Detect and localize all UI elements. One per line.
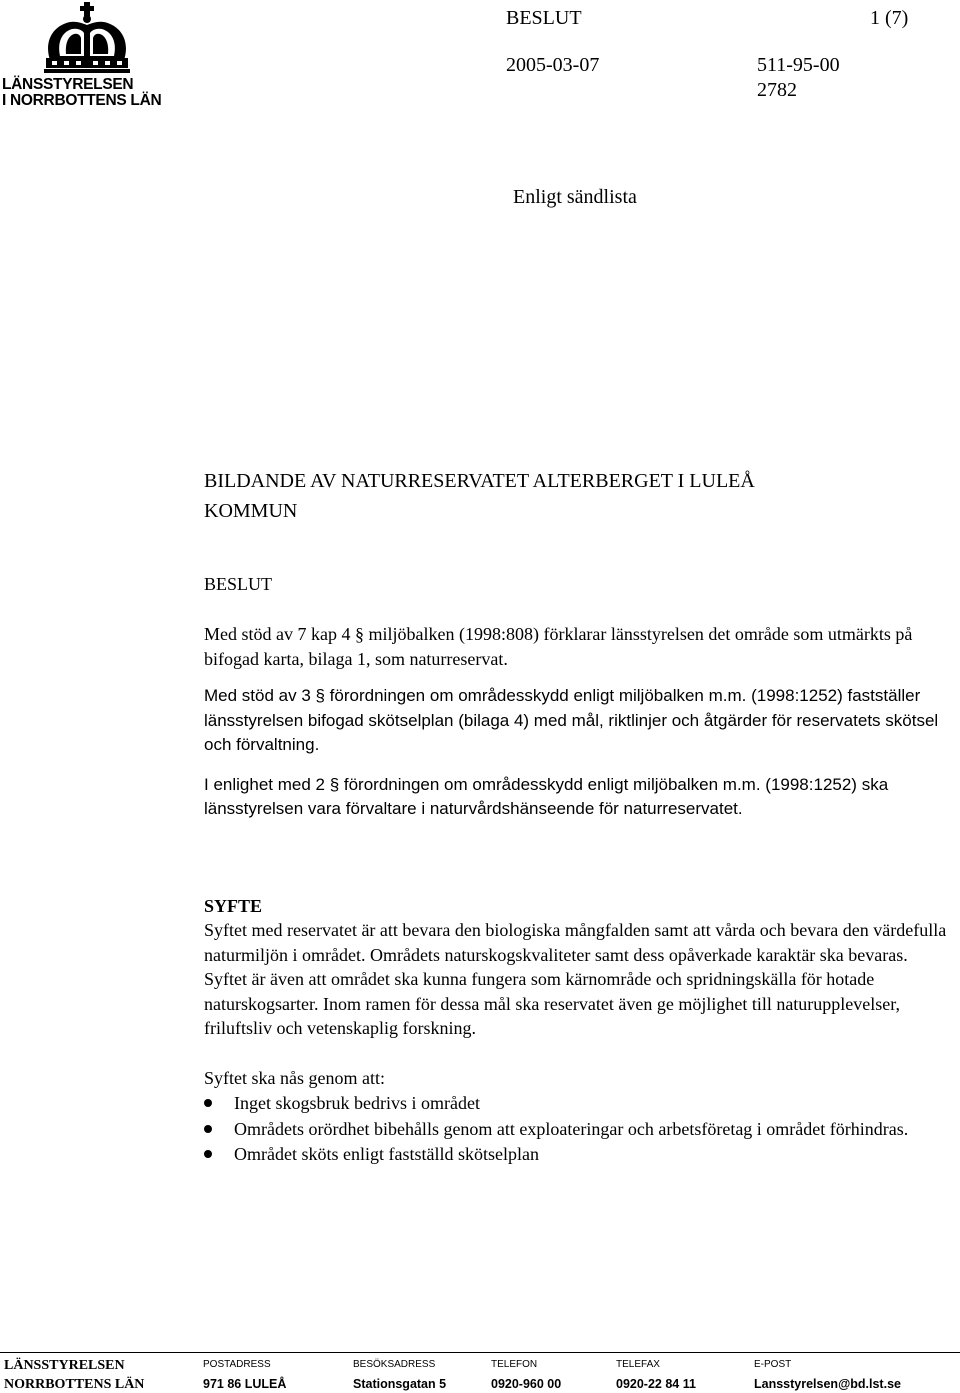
footer-postal-label: POSTADRESS — [203, 1359, 271, 1370]
list-item-text: Områdets orördhet bibehålls genom att exploateringar och arbetsföretag i området förhindras. — [234, 1118, 909, 1139]
decision-heading: BESLUT — [204, 574, 273, 594]
footer-org-line2: NORRBOTTENS LÄN — [4, 1377, 145, 1392]
footer-postal-value: 971 86 LULEÅ — [203, 1377, 287, 1391]
list-item — [204, 1117, 954, 1142]
list-item-text: Inget skogsbruk bedrivs i området — [234, 1093, 480, 1113]
purpose-heading: SYFTE — [204, 896, 263, 916]
page-number: 1 (7) — [870, 7, 909, 29]
purpose-list — [204, 1091, 954, 1167]
footer-fax-label: TELEFAX — [616, 1359, 660, 1370]
document-type: BESLUT — [506, 7, 582, 29]
document-title-line2: KOMMUN — [204, 500, 298, 522]
footer-fax — [616, 1358, 696, 1393]
list-item-text: Området sköts enligt fastställd skötselplan — [234, 1144, 539, 1164]
purpose-section — [204, 918, 954, 1168]
decision-date: 2005-03-07 — [506, 54, 600, 76]
reference-number: 511-95-00 — [757, 54, 840, 76]
footer-visit-value: Stationsgatan 5 — [353, 1377, 447, 1391]
bullet-icon — [204, 1099, 212, 1107]
footer-divider — [0, 1352, 960, 1353]
footer-fax-value: 0920-22 84 11 — [616, 1377, 696, 1391]
document-title-line1: BILDANDE AV NATURRESERVATET ALTERBERGET I LULEÅ — [204, 470, 755, 492]
crown-emblem — [2, 2, 174, 74]
decision-paragraph-2: Med stöd av 3 § förordningen om områdesskydd enligt miljöbalken m.m. (1998:1252) fastställer länsstyrelsen bifogad skötselplan (bilaga 4) med mål, riktlinjer och åtgärder för reservatets skötsel och förvaltning. — [204, 686, 939, 754]
footer-postal — [203, 1358, 286, 1393]
decision-paragraph-1: Med stöd av 7 kap 4 § miljöbalken (1998:808) förklarar länsstyrelsen det område som utmärkts på bifogad karta, bilaga 1, som naturreservat. — [204, 624, 913, 669]
bullet-icon — [204, 1125, 212, 1133]
purpose-paragraph: Syftet med reservatet är att bevara den biologiska mångfalden samt att vårda och bevara den värdefulla naturmiljön i området. Områdets naturskogskvaliteter samt dess opåverkade karaktär ska bevaras. Syftet är även att området ska kunna fungera som kärnområde och spridningskälla för hotade naturskogsarter. Inom ramen för dessa mål ska reservatet även ge möjlighet till naturupplevelser, friluftsliv och vetenskaplig forskning. — [204, 920, 947, 1038]
agency-logo — [2, 2, 174, 110]
footer-email-label: E-POST — [754, 1359, 792, 1370]
logo-wordmark-line2: I NORRBOTTENS LÄN — [2, 92, 162, 109]
recipient-line: Enligt sändlista — [513, 186, 637, 208]
footer-visit-label: BESÖKSADRESS — [353, 1359, 436, 1370]
list-item — [204, 1142, 954, 1167]
document-title — [204, 467, 954, 525]
footer-email-value: Lansstyrelsen@bd.lst.se — [754, 1377, 901, 1391]
footer-organization — [4, 1358, 144, 1393]
footer-visit — [353, 1358, 446, 1393]
reference-number-suffix: 2782 — [757, 79, 797, 101]
footer-phone-label: TELEFON — [491, 1359, 538, 1370]
bullet-icon — [204, 1150, 212, 1158]
decision-paragraph-3: I enlighet med 2 § förordningen om områdesskydd enligt miljöbalken m.m. (1998:1252) ska länsstyrelsen vara förvaltare i naturvårdshänseende för naturreservatet. — [204, 774, 889, 818]
footer-org-line1: LÄNSSTYRELSEN — [4, 1358, 125, 1373]
purpose-intro: Syftet ska nås genom att: — [204, 1067, 385, 1088]
logo-wordmark-line1: LÄNSSTYRELSEN — [2, 76, 134, 93]
footer-phone — [491, 1358, 561, 1393]
decision-section — [204, 622, 954, 822]
footer-phone-value: 0920-960 00 — [491, 1377, 562, 1391]
footer-email — [754, 1358, 901, 1393]
list-item — [204, 1091, 954, 1116]
